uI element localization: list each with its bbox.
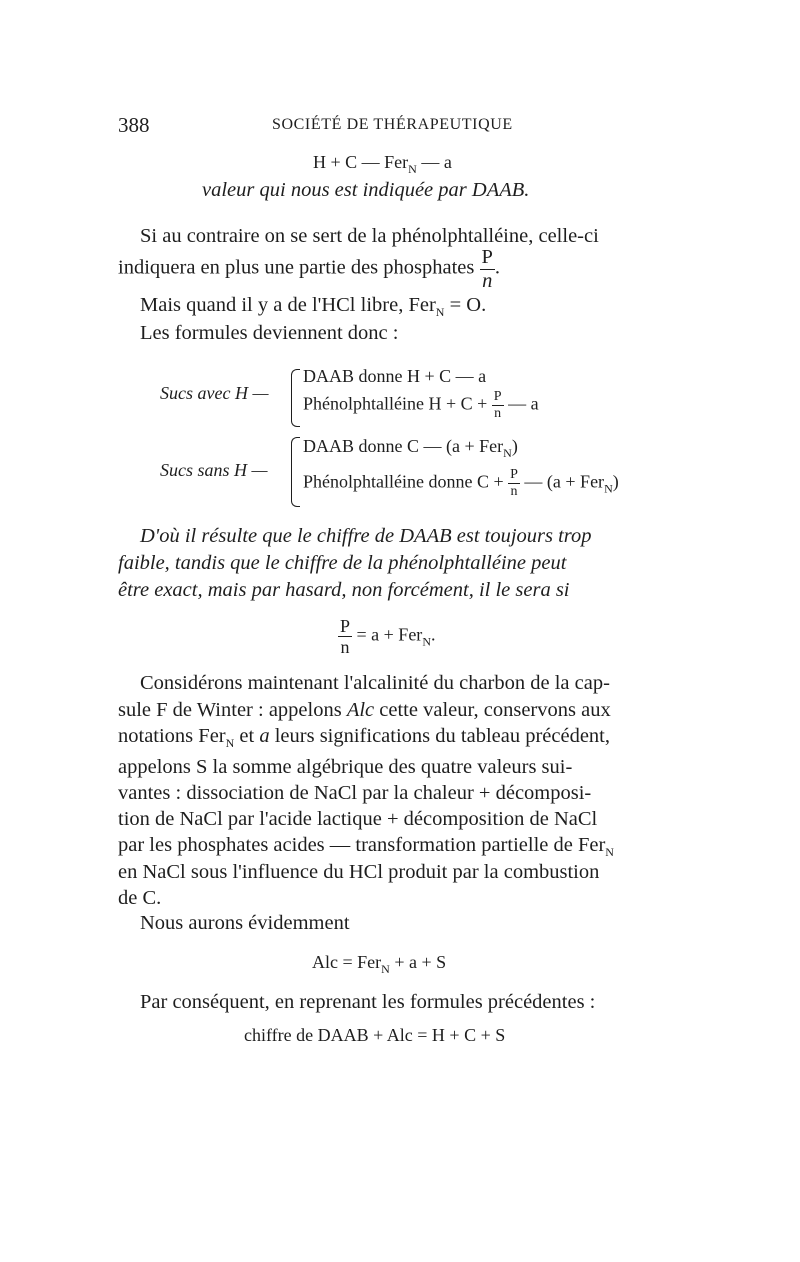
paragraph-2-line-6: tion de NaCl par l'acide lactique + décomposition de NaCl — [118, 808, 598, 830]
paragraph-1-line-2: indiquera en plus une partie des phosphates $\frac{P}{n}$ . — [118, 246, 501, 292]
paragraph-2-line-2: sule F de Winter : appelons Alc cette valeur, conservons aux — [118, 699, 611, 721]
nous-aurons-line: Nous aurons évidemment — [140, 912, 350, 934]
running-title: SOCIÉTÉ DE THÉRAPEUTIQUE — [272, 116, 513, 133]
formula-1: H + C — Fer$_N$ — a — [313, 152, 452, 176]
paragraph-2-line-7: par les phosphates acides — transformation partielle de Fer$_N$ — [118, 834, 614, 859]
paragraph-2-line-9: de C. — [118, 887, 162, 909]
par-consequent-line: Par conséquent, en reprenant les formules précédentes : — [140, 991, 596, 1013]
hcl-line: Mais quand il y a de l'HCl libre, Fer$_N$ = O. — [140, 294, 487, 319]
paragraph-2-line-4: appelons S la somme algébrique des quatre valeurs sui- — [118, 756, 573, 778]
group-2-row-2: Phénolphtalléine donne C + $\frac{P}{n}$ — (a + Fer$_N$) — [303, 467, 619, 499]
fraction-p-over-n: $\frac{P}{n}$ — [510, 467, 518, 499]
group-2-label: Sucs sans H — — [160, 460, 268, 480]
paragraph-2-line-3: notations Fer$_N$ et a leurs significations du tableau précédent, — [118, 725, 611, 750]
fraction-p-over-n: $\frac{P}{n}$ — [481, 246, 493, 292]
fraction-p-over-n: $\frac{P}{n}$ — [493, 389, 502, 421]
left-brace — [291, 437, 300, 507]
formulas-intro-line: Les formules deviennent donc : — [140, 322, 399, 344]
paragraph-2-line-8: en NaCl sous l'influence du HCl produit par la combustion — [118, 861, 600, 883]
formula-2: $\frac{P}{n}$ = a + Fer$_N$. — [340, 616, 436, 657]
group-1-row-1: DAAB donne H + C — a — [303, 366, 487, 386]
paragraph-2-line-5: vantes : dissociation de NaCl par la chaleur + décomposi- — [118, 782, 592, 804]
italic-paragraph-line-3: être exact, mais par hasard, non forcément, il le sera si — [118, 579, 570, 601]
italic-paragraph-line-2: faible, tandis que le chiffre de la phénolphtalléine peut — [118, 552, 567, 574]
formula-4: chiffre de DAAB + Alc = H + C + S — [244, 1025, 506, 1045]
fraction-p-over-n: $\frac{P}{n}$ — [340, 616, 351, 657]
page-number: 388 — [118, 113, 150, 137]
group-1-row-2: Phénolphtalléine H + C + $\frac{P}{n}$ — a — [303, 389, 539, 421]
paragraph-2-line-1: Considérons maintenant l'alcalinité du charbon de la cap- — [140, 672, 610, 694]
formula-3: Alc = Fer$_N$ + a + S — [312, 952, 447, 976]
group-2-row-1: DAAB donne C — (a + Fer$_N$) — [303, 436, 518, 460]
group-1-label: Sucs avec H — — [160, 383, 269, 403]
paragraph-1-line-1: Si au contraire on se sert de la phénolphtalléine, celle-ci — [140, 225, 599, 247]
formula-caption: valeur qui nous est indiquée par DAAB. — [202, 179, 530, 201]
left-brace — [291, 369, 300, 427]
italic-paragraph-line-1: D'où il résulte que le chiffre de DAAB est toujours trop — [140, 525, 592, 547]
